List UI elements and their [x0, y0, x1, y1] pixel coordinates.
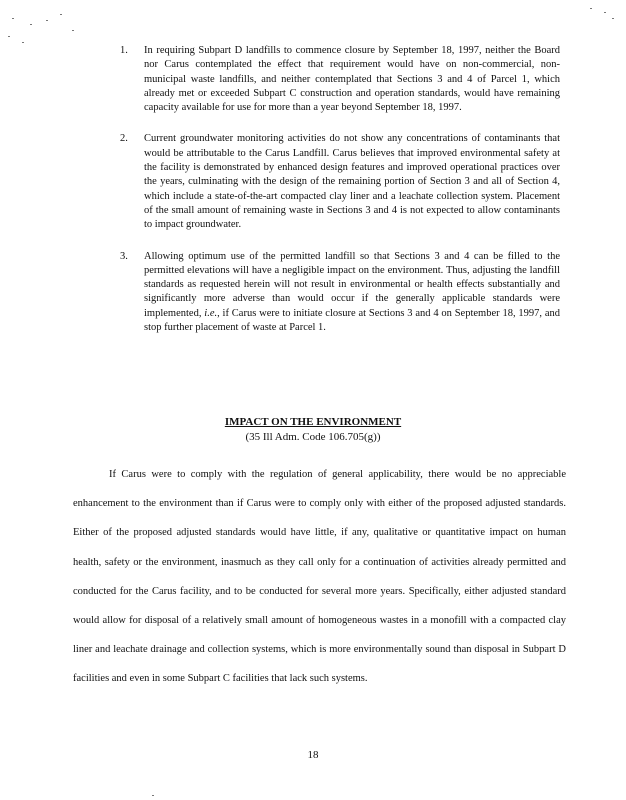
list-item-number: 1. [120, 45, 128, 56]
list-item-number: 3. [120, 250, 128, 262]
list-item [120, 250, 560, 336]
numbered-list [120, 44, 560, 352]
list-item-text: In requiring Subpart D landfills to commence closure by September 18, 1997, neither the Board nor Carus contemplated the effect that requirement would have on non-commercial, non-municipal waste landfills, and neither contemplated that Sections 3 and 4 of Parcel 1, which already met or exceeded Subpart C construction and operation standards, would have remaining capacity available for use for more than a year beyond September 18, 1997. [144, 45, 560, 114]
list-item [120, 132, 560, 232]
body-paragraph [73, 460, 566, 694]
section-title: IMPACT ON THE ENVIRONMENT [224, 416, 402, 428]
text-segment: , if Carus were to initiate closure at Sections 3 and 4 on September 18, 1997, and stop further placement of waste at Parcel 1. [144, 307, 560, 334]
body-paragraph-text: If Carus were to comply with the regulation of general applicability, there would be no appreciable enhancement to the environment than if Carus were to comply only with either of the proposed adjusted standards. Either of the proposed adjusted standards would have little, if any, qualitative or quantitative impact on human health, safety or the environment, inasmuch as they call only for a continuation of activities already permitted and conducted for the Carus facility, and to be conducted for several more years. Specifically, either adjusted standard would allow for disposal of a relatively small amount of homogeneous wastes in a monofill with a compacted clay liner and leachate drainage and collection systems, which is more environmentally sound than disposal in Subpart D facilities and even in some Subpart C facilities that lack such systems. [73, 469, 566, 685]
italic-abbreviation: i.e. [204, 307, 218, 319]
list-item-text [144, 250, 560, 336]
page-number: 18 [307, 749, 319, 761]
section-citation: (35 Ill Adm. Code 106.705(g)) [245, 431, 381, 443]
list-item [120, 44, 560, 115]
list-item-text: Current groundwater monitoring activities do not show any concentrations of contaminants that would be attributable to the Carus Landfill. Carus believes that improved environmental safety at the facility is demonstrated by enhanced design features and improved operational practices over the years, culminating with the design of the remaining portion of Section 3 and all of Section 4, which include a state-of-the-art compacted clay liner and a leachate collection system. Placement of the small amount of remaining waste in Sections 3 and 4 is not expected to allow contaminants to impact groundwater. [144, 133, 560, 231]
text-segment: Allowing optimum use of the permitted landfill so that Sections 3 and 4 can be filled to the permitted elevations will have a negligible impact on the environment. Thus, adjusting the landfill standards as requested herein will not result in environmental or health effects substantially and significantly more adverse than would occur if the generally applicable standards were implemented, [144, 250, 560, 319]
list-item-number: 2. [120, 133, 128, 145]
